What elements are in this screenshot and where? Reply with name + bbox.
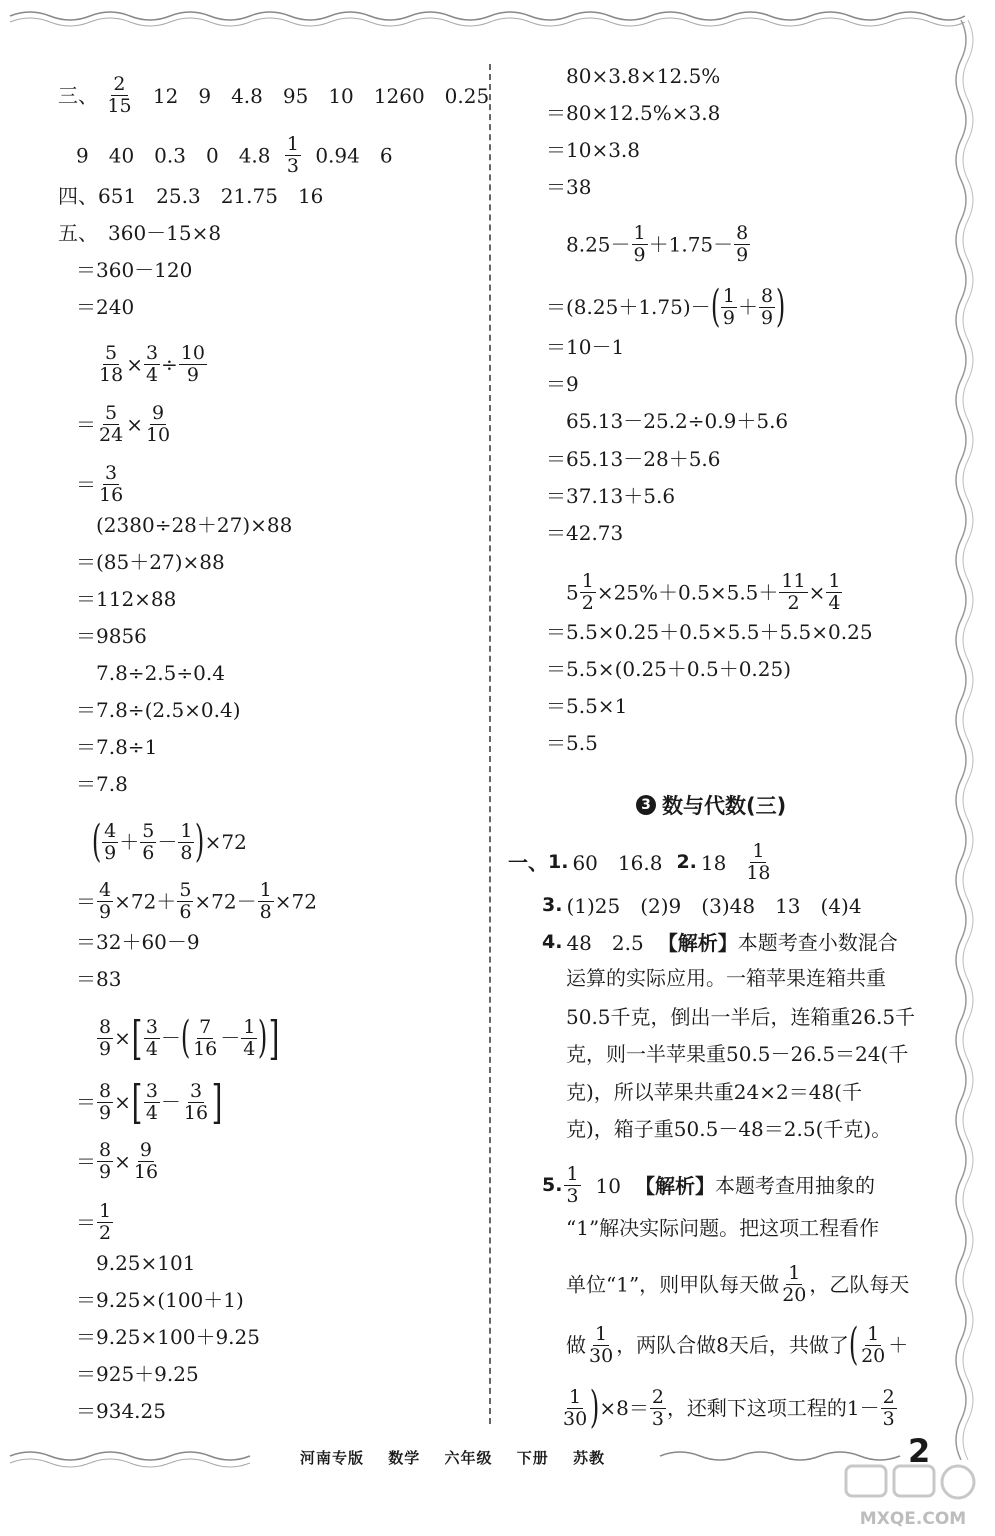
svg-text:MXQE.COM: MXQE.COM — [859, 1509, 967, 1529]
answer-line-3-continued: 9 40 0.3 0 4.8 $\frac{1}{3}$ 0.94 6 — [76, 133, 393, 177]
footer-grade: 六年级 — [444, 1449, 493, 1467]
calc-step: ＝5.5×(0.25＋0.5＋0.25) — [546, 657, 792, 681]
footer-region: 河南专版 — [300, 1449, 365, 1467]
calc-step: ＝65.13－28＋5.6 — [546, 447, 721, 471]
explanation-line: 单位“1”，则甲队每天做 $\frac{1}{20}$ ，乙队每天 — [566, 1262, 910, 1306]
calc-step: ＝5.5×0.25＋0.5×5.5＋5.5×0.25 — [546, 620, 873, 644]
column-divider — [489, 64, 491, 1424]
answer-line-5: 五、 360－15×8 — [58, 221, 222, 245]
calc-step: ＝9856 — [76, 624, 147, 648]
footer-edition: 苏教 — [573, 1449, 606, 1467]
calc-expression: $\frac{5}{18}$ × $\frac{3}{4}$ ÷ $\frac{10}{9}$ — [99, 342, 205, 386]
fraction: $\frac{1}{3}$ — [286, 133, 299, 177]
calc-step: ＝7.8÷1 — [76, 735, 158, 759]
calc-step: ＝9.25×(100＋1) — [76, 1288, 244, 1312]
side-wave-border — [941, 20, 981, 1460]
answer-line-3: 三、 $\frac{2}{15}$ 12 9 4.8 95 10 1260 0.25 — [58, 73, 490, 117]
page-footer — [300, 1447, 623, 1471]
calc-step: ＝(8.25＋1.75)－( $\frac{1}{9}$ ＋ $\frac{8}{9}$ ) — [546, 281, 786, 332]
calc-step: ＝360－120 — [76, 258, 193, 282]
calc-expression: 7.8÷2.5÷0.4 — [96, 661, 225, 685]
calc-step: ＝ $\frac{8}{9}$ ×[ $\frac{3}{4}$ － $\frac{3}{16}$ ] — [76, 1075, 223, 1129]
calc-step: ＝83 — [76, 967, 122, 991]
calc-step: ＝9.25×100＋9.25 — [76, 1325, 260, 1349]
calc-step: ＝(85＋27)×88 — [76, 550, 225, 574]
calc-expression: 80×3.8×12.5% — [566, 64, 721, 88]
question-4-answer: 4. 48 2.5 【解析】本题考查小数混合 — [542, 930, 898, 955]
explanation-line: 克，则一半苹果重50.5－26.5＝24(千 — [566, 1042, 909, 1066]
question-5-answer: 5. $\frac{1}{3}$ 10 【解析】本题考查用抽象的 — [542, 1163, 875, 1207]
calc-step: ＝112×88 — [76, 587, 177, 611]
explanation-line: 做 $\frac{1}{30}$ ，两队合做8天后，共做了( $\frac{1}{20}$ ＋ — [566, 1319, 909, 1370]
calc-step: ＝ $\frac{8}{9}$ × $\frac{9}{16}$ — [76, 1139, 159, 1183]
calc-expression: 8.25－ $\frac{1}{9}$ ＋1.75－ $\frac{8}{9}$ — [566, 222, 749, 266]
calc-step: ＝7.8 — [76, 772, 128, 796]
calc-step: ＝5.5 — [546, 731, 598, 755]
watermark-logo — [838, 1460, 988, 1532]
calc-step: ＝9 — [546, 372, 579, 396]
calc-step: ＝925＋9.25 — [76, 1362, 199, 1386]
calc-expression: ( $\frac{4}{9}$ ＋ $\frac{5}{6}$ － $\frac{1}{8}$ )×72 — [91, 816, 247, 867]
calc-step: ＝10×3.8 — [546, 138, 641, 162]
section-number-badge: 3 — [636, 795, 656, 815]
calc-step: ＝ $\frac{3}{16}$ — [76, 462, 124, 506]
explanation-line: $\frac{1}{30}$ )×8＝ $\frac{2}{3}$ ，还剩下这项工程的1－ $\frac{2}{3}$ — [563, 1382, 895, 1433]
page-number: 2 — [908, 1432, 931, 1470]
calc-step: ＝ $\frac{4}{9}$ ×72＋ $\frac{5}{6}$ ×72－ $\frac{1}{8}$ ×72 — [76, 879, 317, 923]
explanation-line: 运算的实际应用。一箱苹果连箱共重 — [566, 966, 886, 990]
calc-step: ＝38 — [546, 175, 592, 199]
explanation-line: 50.5千克，倒出一半后，连箱重26.5千 — [566, 1005, 916, 1029]
explanation-line: 克)，箱子重50.5－48＝2.5(千克)。 — [566, 1117, 892, 1141]
calc-step: ＝37.13＋5.6 — [546, 484, 676, 508]
footer-subject: 数学 — [388, 1449, 421, 1467]
calc-step: ＝240 — [76, 295, 135, 319]
calc-expression: 5 $\frac{1}{2}$ ×25%＋0.5×5.5＋ $\frac{11}{2}$ × $\frac{1}{4}$ — [566, 570, 841, 614]
question-1-2-answer: 一、1. 60 16.8 2. 18 $\frac{1}{18}$ — [508, 840, 771, 884]
calc-step: ＝10－1 — [546, 335, 625, 359]
calc-step: ＝5.5×1 — [546, 694, 628, 718]
section-title-text: 数与代数(三) — [662, 794, 787, 818]
calc-expression: $\frac{8}{9}$ ×[ $\frac{3}{4}$ －( $\frac{7}{16}$ － $\frac{1}{4}$ )] — [99, 1011, 279, 1065]
calc-step: ＝ $\frac{5}{24}$ × $\frac{9}{10}$ — [76, 402, 171, 446]
answer-line-4: 四、651 25.3 21.75 16 — [58, 184, 324, 208]
calc-expression: (2380÷28＋27)×88 — [96, 513, 293, 537]
explanation-line: “1”解决实际问题。把这项工程看作 — [566, 1216, 880, 1240]
section-title — [636, 790, 786, 820]
fraction: $\frac{2}{15}$ — [107, 73, 132, 117]
calc-step: ＝934.25 — [76, 1399, 166, 1423]
calc-expression: 9.25×101 — [96, 1251, 196, 1275]
calc-step: ＝ $\frac{1}{2}$ — [76, 1200, 112, 1244]
footer-volume: 下册 — [516, 1449, 549, 1467]
calc-step: ＝7.8÷(2.5×0.4) — [76, 698, 241, 722]
calc-expression: 65.13－25.2÷0.9＋5.6 — [566, 409, 789, 433]
calc-step: ＝32＋60－9 — [76, 930, 200, 954]
calc-step: ＝80×12.5%×3.8 — [546, 101, 721, 125]
question-3-answer: 3. (1)25 (2)9 (3)48 13 (4)4 — [542, 893, 862, 918]
calc-step: ＝42.73 — [546, 521, 624, 545]
explanation-line: 克)，所以苹果共重24×2＝48(千 — [566, 1080, 862, 1104]
top-wave-border — [0, 4, 995, 30]
